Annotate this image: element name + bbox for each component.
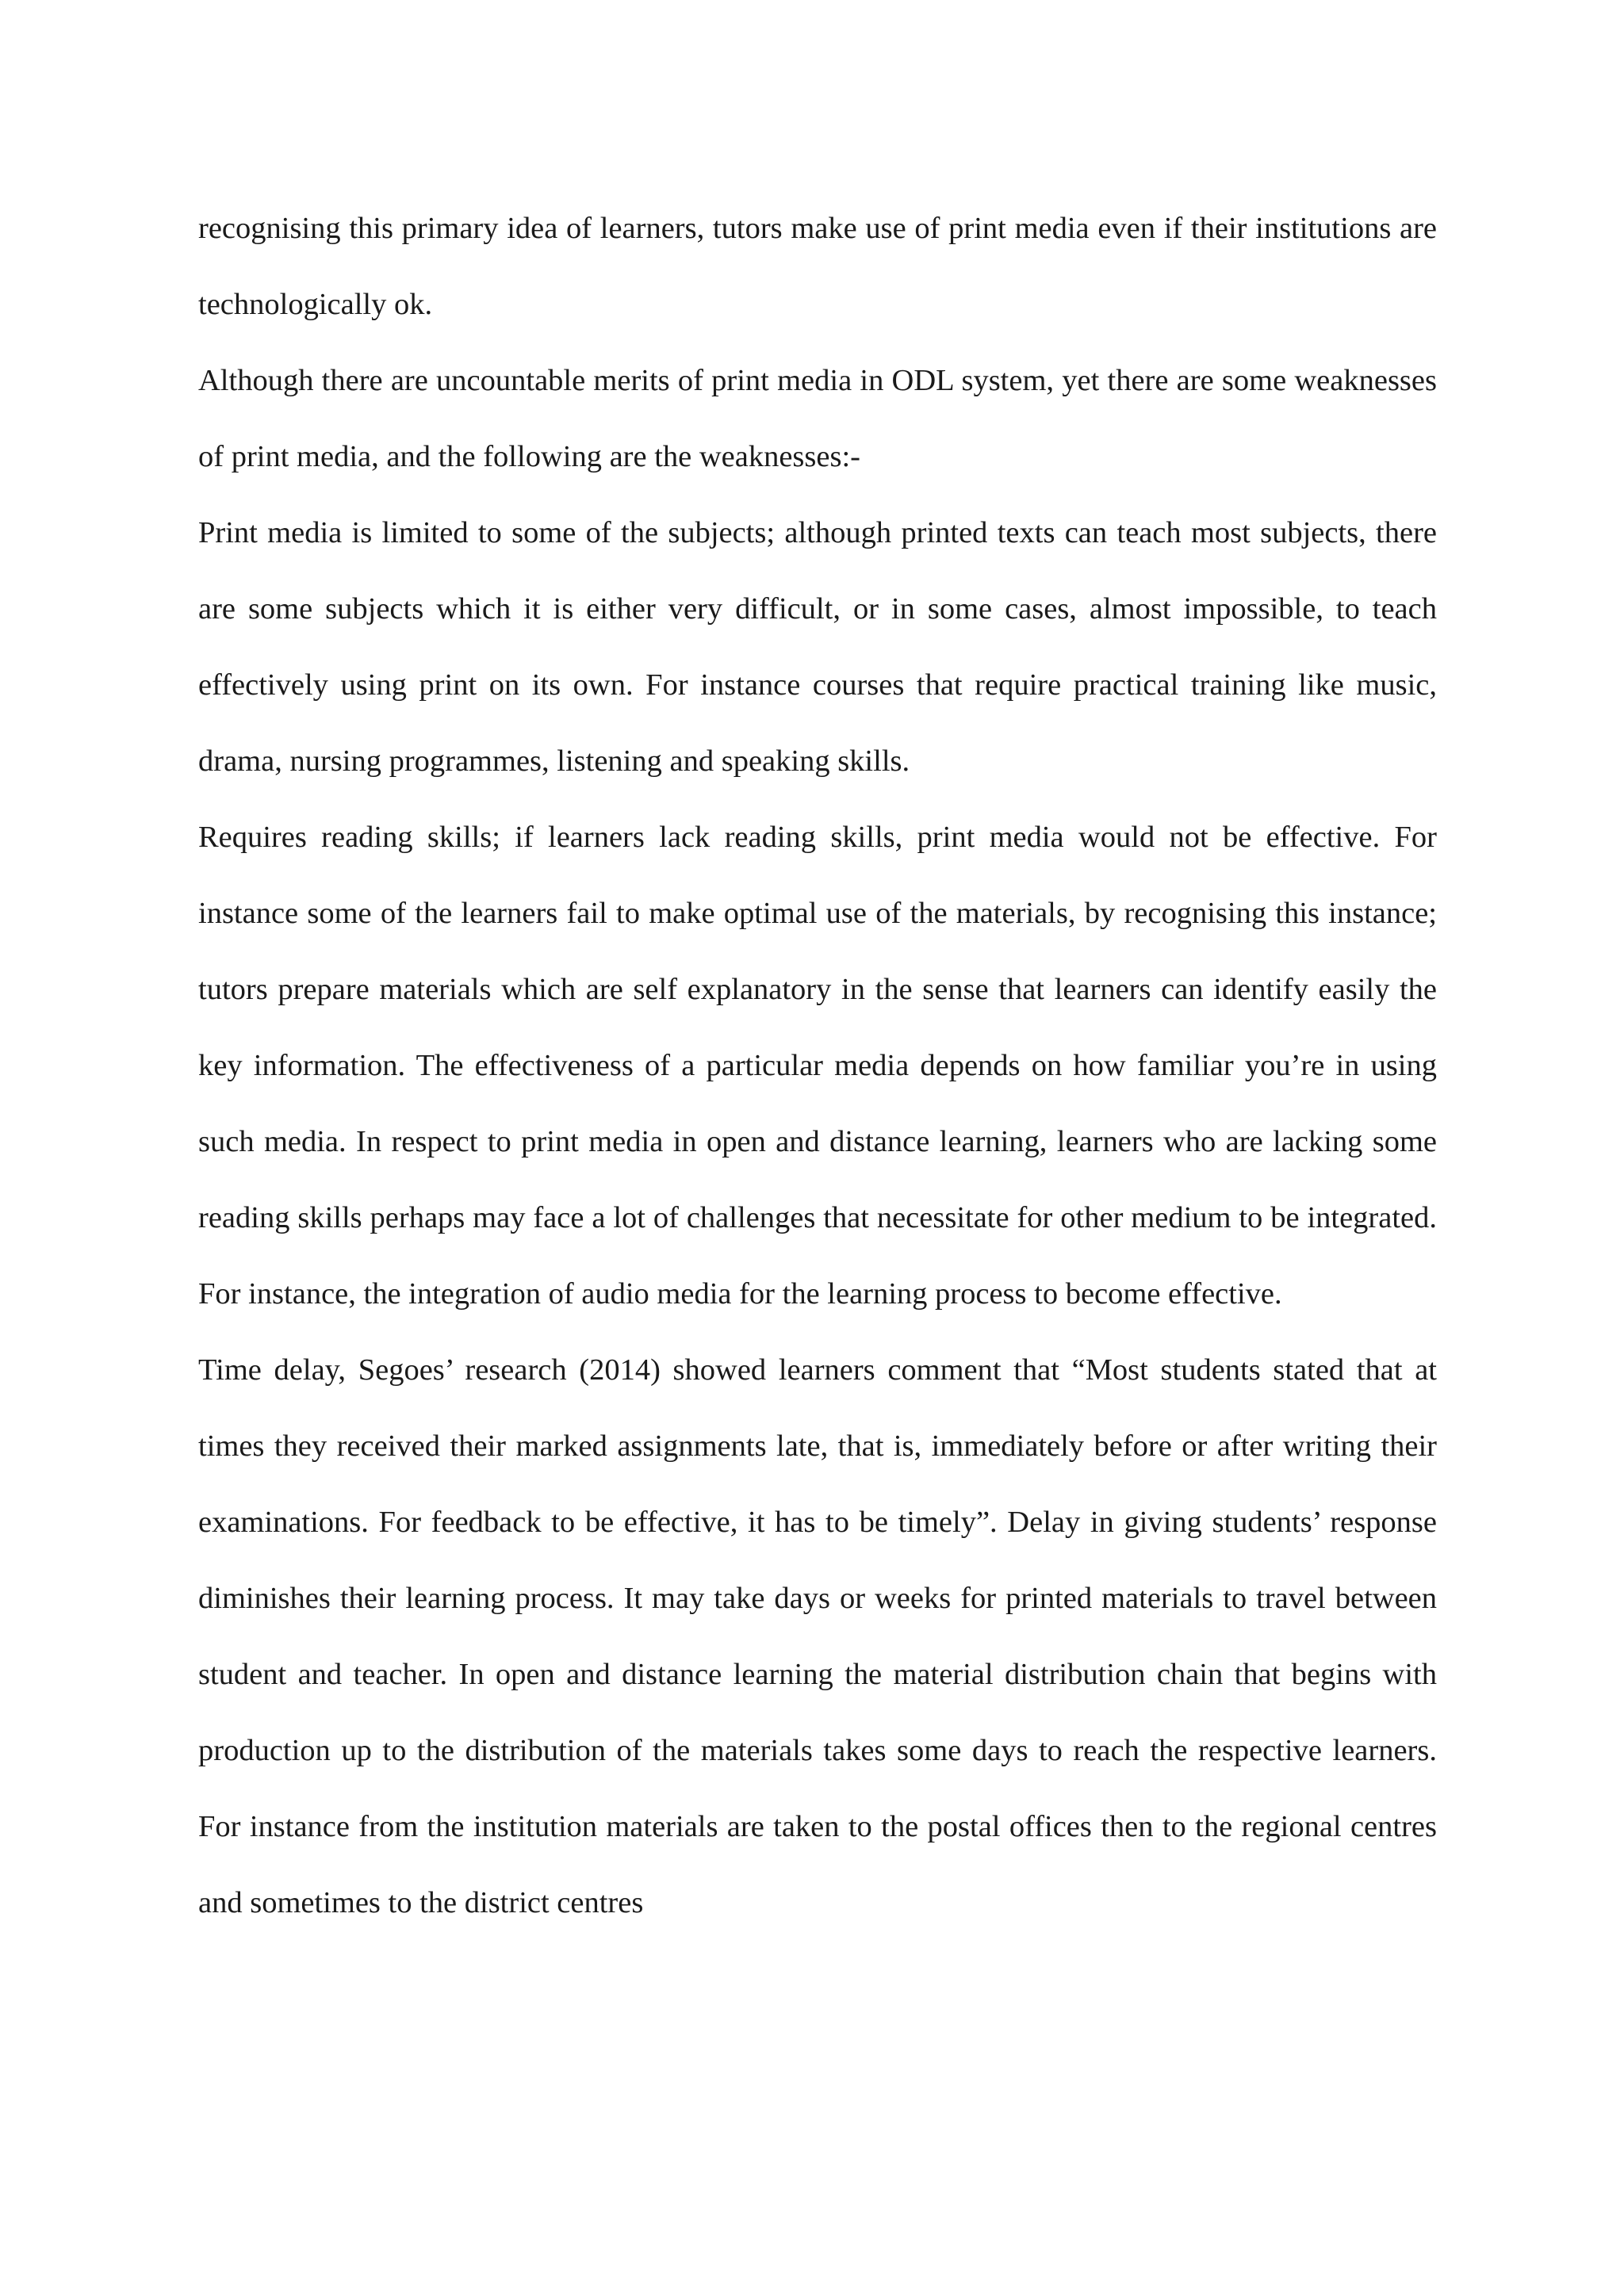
paragraph-reading-skills: Requires reading skills; if learners lack reading skills, print media would not be effective. For instance some of the learners fail to make optimal use of the materials, by recognising this instance; tutors prepare materials which are self explanatory in the sense that learners can identify easily the key information. The effectiveness of a particular media depends on how familiar you’re in using such media. In respect to print media in open and distance learning, learners who are lacking some reading skills perhaps may face a lot of challenges that necessitate for other medium to be integrated. For instance, the integration of audio media for the learning process to become effective. xyxy=(198,821,1437,1311)
body-text xyxy=(198,190,1437,1941)
paragraph-limited-subjects: Print media is limited to some of the subjects; although printed texts can teach most subjects, there are some subjects which it is either very difficult, or in some cases, almost impossible, to teach effectively using print on its own. For instance courses that require practical training like music, drama, nursing programmes, listening and speaking skills. xyxy=(198,516,1437,778)
paragraph-weaknesses-intro: Although there are uncountable merits of print media in ODL system, yet there are some weaknesses of print media, and the following are the weaknesses:- xyxy=(198,364,1437,473)
paragraph-print-media-continuation: recognising this primary idea of learners, tutors make use of print media even if their institutions are technologically ok. xyxy=(198,212,1437,321)
paragraph-time-delay: Time delay, Segoes’ research (2014) showed learners comment that “Most students stated that at times they received their marked assignments late, that is, immediately before or after writing their examinations. For feedback to be effective, it has to be timely”. Delay in giving students’ response diminishes their learning process. It may take days or weeks for printed materials to travel between student and teacher. In open and distance learning the material distribution chain that begins with production up to the distribution of the materials takes some days to reach the respective learners. For instance from the institution materials are taken to the postal offices then to the regional centres and sometimes to the district centres xyxy=(198,1353,1437,1919)
